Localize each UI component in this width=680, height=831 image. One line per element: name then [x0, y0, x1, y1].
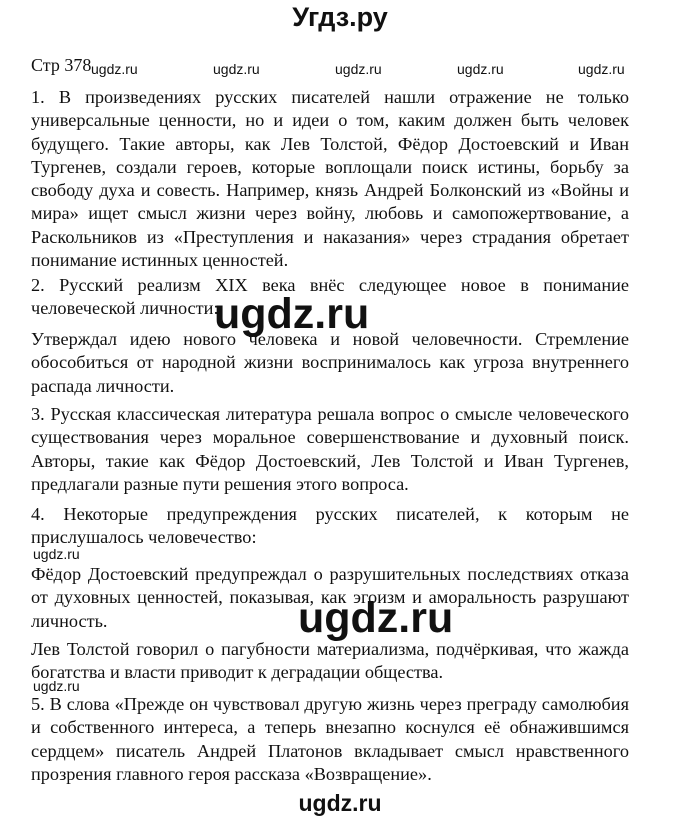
paragraph-4-dostoevsky: Фёдор Достоевский предупреждал о разрушительных последствиях отказа от духовных ценностей, показывая, как эгоизм и аморальность разрушают личность.	[31, 564, 629, 631]
watermark: ugdz.ru	[335, 61, 382, 77]
watermark-large: ugdz.ru	[214, 290, 370, 338]
watermark-bottom: ugdz.ru	[298, 790, 382, 816]
paragraph-3: 3. Русская классическая литература решала вопрос о смысле человеческого существования через моральное совершенствование и духовный поиск. Авторы, такие как Фёдор Достоевский, Лев Толстой и Иван Тургенев, предлагали разные пути решения этого вопроса.	[31, 404, 629, 494]
paragraph-2: 2. Русский реализм XIX века внёс следующее новое в понимание человеческой личности:	[31, 275, 629, 319]
site-title: Угдз.ру	[292, 2, 388, 32]
watermark-small: ugdz.ru	[33, 546, 80, 562]
paragraph-4-tolstoy: Лев Толстой говорил о пагубности материализма, подчёркивая, что жажда богатства и власти приводит к деградации общества.	[31, 639, 629, 683]
watermark-large: ugdz.ru	[298, 594, 454, 642]
paragraph-5: 5. В слова «Прежде он чувствовал другую жизнь через преграду самолюбия и собственного интереса, а теперь внезапно коснулся её обнажившимся сердцем» писатель Андрей Платонов вкладывает смысл нравственного прозрения главного героя рассказа «Возвращение».	[31, 694, 629, 784]
watermark: ugdz.ru	[578, 61, 625, 77]
page-number: Стр 378	[31, 55, 92, 75]
paragraph-4: 4. Некоторые предупреждения русских писателей, к которым не прислушалось человечество:	[31, 504, 629, 548]
watermark: ugdz.ru	[213, 61, 260, 77]
watermark: ugdz.ru	[91, 61, 138, 77]
paragraph-1: 1. В произведениях русских писателей нашли отражение не только универсальные ценности, но и идеи о том, каким должен быть человек будущего. Такие авторы, как Лев Толстой, Фёдор Достоевский и Иван Тургенев, создали героев, которые воплощали поиск истины, борьбу за свободу духа и совесть. Например, князь Андрей Болконский из «Войны и мира» ищет смысл жизни через войну, любовь и самопожертвование, а Раскольников из «Преступления и наказания» через страдания обретает понимание истинных ценностей.	[31, 87, 629, 271]
watermark-small: ugdz.ru	[33, 678, 80, 694]
paragraph-2-answer: Утверждал идею нового человека и новой человечности. Стремление обособиться от народной жизни воспринималось как угроза внутреннего распада личности.	[31, 329, 629, 396]
watermark: ugdz.ru	[457, 61, 504, 77]
